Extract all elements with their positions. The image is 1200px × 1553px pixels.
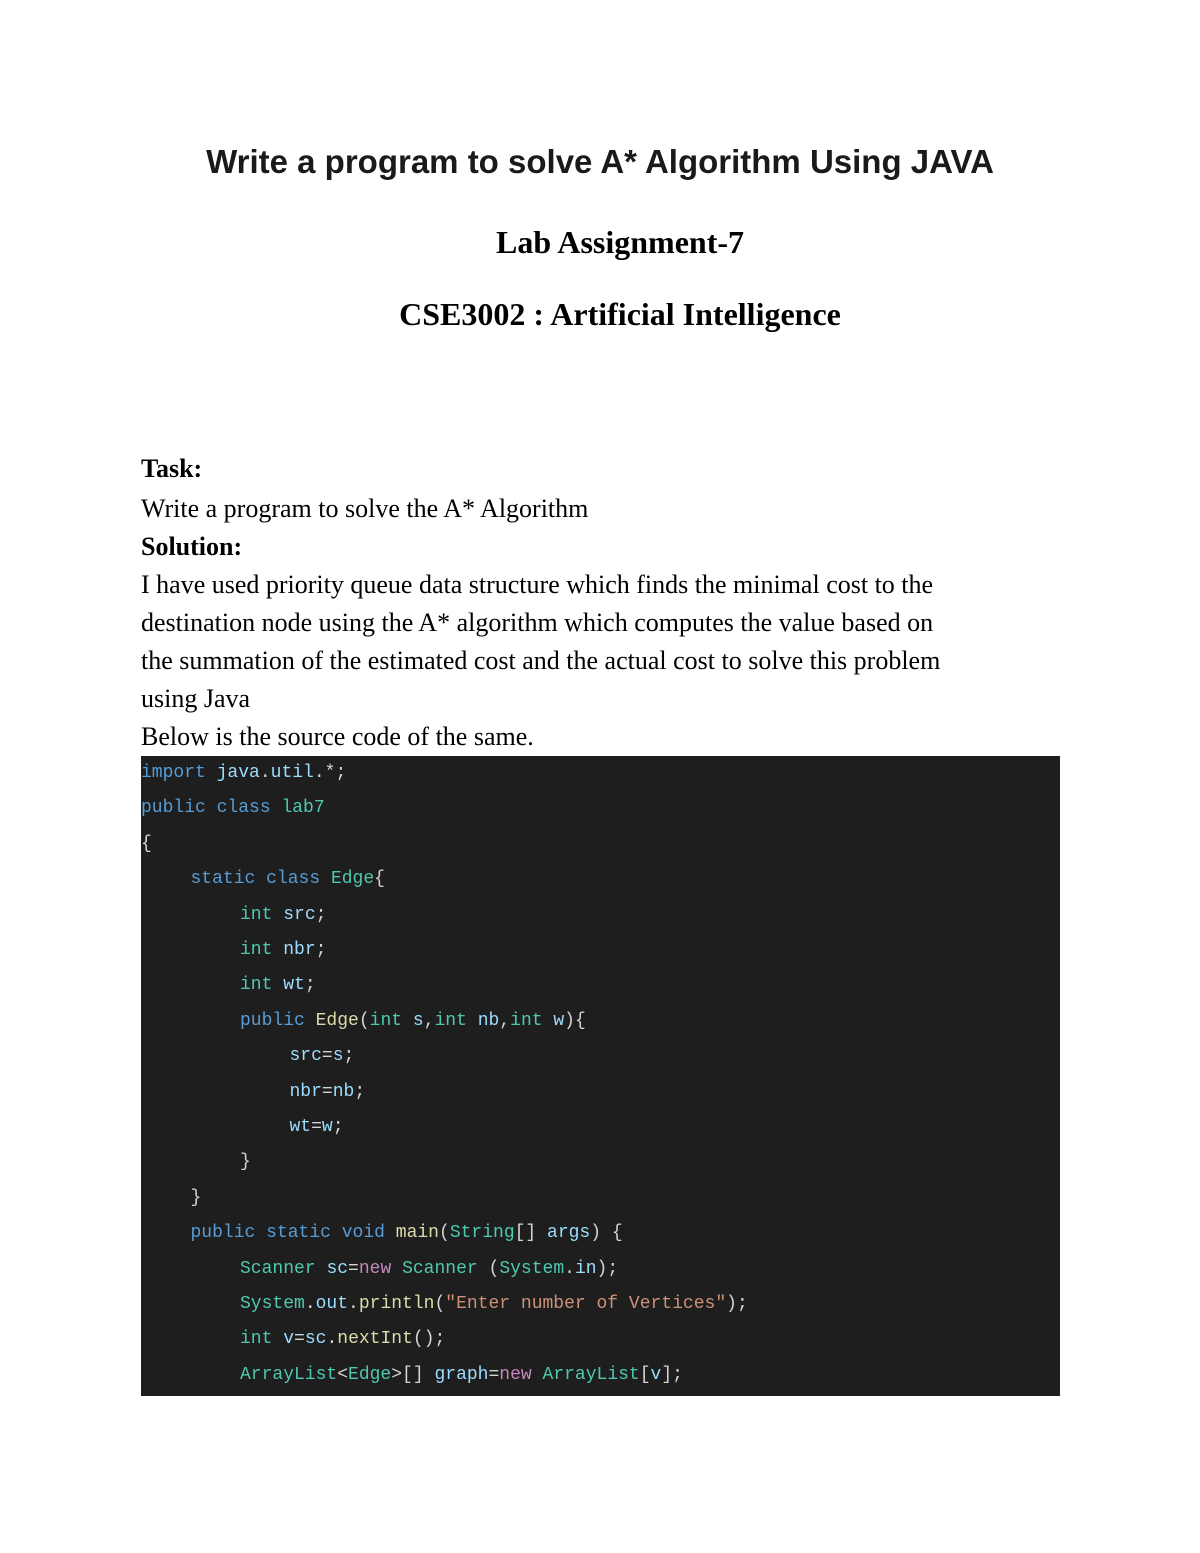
code-token: ) { [590,1223,623,1244]
code-token: ( [358,1010,370,1031]
code-token: println [358,1294,435,1314]
code-token: nb [332,1081,355,1102]
code-token: ; [332,1117,344,1137]
code-token: wt [289,1117,312,1137]
solution-line: destination node using the A* algorithm which computes the value based on [141,608,934,637]
code-token: [] [514,1223,548,1244]
code-token: Edge [315,1010,359,1031]
code-token: static [266,1223,331,1244]
code-token: util [270,763,314,783]
code-token [206,763,217,783]
lab-assignment-heading: Lab Assignment-7 [495,224,745,260]
code-token: (); [412,1329,446,1350]
code-token: nextInt [337,1329,413,1350]
code-token: [ [639,1364,651,1385]
code-token [272,1329,283,1349]
code-token: System [240,1294,305,1314]
code-token [391,1259,402,1279]
code-token: int [369,1010,403,1031]
code-token: public [240,1010,305,1031]
code-token: String [449,1223,515,1244]
code-token [467,1011,478,1031]
code-token [271,798,282,818]
solution-label: Solution: [141,532,243,561]
code-token: args [547,1223,591,1244]
code-token [331,1223,342,1243]
code-token: void [341,1223,385,1244]
code-line [141,829,152,859]
code-token: class [266,869,321,890]
code-token: ; [315,940,327,960]
code-token: int [240,940,273,960]
code-token: sc [304,1329,327,1350]
code-token: ){ [564,1010,586,1031]
code-token: ; [315,904,327,925]
code-token: .*; [313,763,347,783]
code-token: ( [439,1223,450,1244]
code-token: src [283,904,316,925]
solution-line: the summation of the estimated cost and the actual cost to solve this problem [141,646,941,675]
code-token [305,1011,316,1031]
code-token: . [304,1294,316,1314]
task-text: Write a program to solve the A* Algorithm [141,494,589,523]
code-token: } [240,1152,251,1173]
code-token: static [190,869,256,890]
code-token: Edge [330,869,375,890]
code-token [206,798,217,818]
document-title: Write a program to solve A* Algorithm Using JAVA [206,143,994,180]
code-token [543,1011,554,1031]
code-token [272,905,283,925]
code-line [290,1077,366,1107]
code-token: int [510,1010,543,1031]
code-token: . [326,1329,338,1350]
code-line [290,1041,355,1071]
code-token: < [337,1364,349,1385]
code-token [272,940,283,960]
code-token [320,869,331,889]
code-token: public [141,798,206,819]
code-token: , [499,1010,511,1031]
code-token: { [141,833,152,854]
code-token: Scanner [240,1258,316,1279]
code-token: graph [434,1364,489,1385]
code-token [385,1223,396,1243]
code-token: ); [726,1294,748,1314]
code-token: public [190,1223,256,1244]
code-token: . [259,763,271,783]
code-token: int [240,975,273,996]
code-line [240,970,316,1000]
code-line [191,1218,623,1248]
code-token: "Enter number of Vertices" [445,1294,727,1314]
code-line [191,1183,202,1213]
code-token: ]; [661,1364,683,1385]
code-token: = [348,1258,359,1279]
code-token: nb [477,1010,500,1031]
code-token: s [412,1010,424,1031]
code-token: ); [596,1258,619,1279]
code-token [402,1011,413,1031]
code-token [532,1365,543,1385]
code-line [141,758,346,788]
code-block [141,756,1060,1396]
code-token: lab7 [281,798,325,819]
code-line [240,1254,618,1284]
code-token: int [240,904,273,925]
code-token: int [434,1010,467,1031]
code-token: Edge [348,1364,392,1385]
code-line [240,1147,251,1177]
code-token: , [423,1010,435,1031]
code-token: nbr [289,1081,322,1102]
code-token [316,1259,327,1279]
code-token: = [311,1117,322,1137]
code-token: Scanner [402,1258,478,1279]
code-token: new [358,1258,392,1279]
code-line [191,864,385,894]
code-token: . [348,1294,359,1314]
code-line [240,1006,586,1036]
code-token: { [374,869,385,890]
code-line [141,793,325,823]
code-token: = [321,1081,333,1102]
code-token: ; [304,975,316,996]
code-token: w [553,1010,565,1031]
code-token: ; [343,1046,355,1067]
solution-line: I have used priority queue data structure which finds the minimal cost to the [141,570,934,599]
code-token: out [315,1294,349,1314]
source-code-intro: Below is the source code of the same. [141,722,534,751]
code-token [255,1223,266,1243]
code-line [240,900,326,930]
code-line [240,1360,683,1390]
code-token [255,869,266,889]
code-token: = [488,1364,500,1385]
code-line [240,1289,748,1319]
code-token: wt [283,975,305,996]
code-line [290,1112,344,1142]
code-token: new [499,1364,532,1385]
code-token: >[] [391,1364,435,1385]
code-token: ( [477,1258,500,1279]
code-token: java [216,763,260,783]
code-token: w [321,1117,333,1137]
code-line [240,1324,445,1354]
code-token: System [499,1258,565,1279]
code-token: import [141,763,206,783]
code-token: = [294,1329,305,1350]
code-token: ; [354,1081,366,1102]
code-token: sc [326,1258,349,1279]
solution-line: using Java [141,684,251,713]
code-token: ArrayList [542,1364,640,1385]
code-token: int [240,1329,273,1350]
code-token: = [321,1046,333,1067]
code-token: ( [434,1294,446,1314]
code-token: nbr [283,940,316,960]
code-token: class [216,798,271,819]
code-token: . [564,1258,575,1279]
code-token: v [283,1329,295,1350]
code-line [240,935,326,965]
code-token: s [332,1046,344,1067]
code-token: in [574,1258,597,1279]
task-label: Task: [141,454,203,483]
code-token: } [190,1187,202,1208]
code-token: ArrayList [240,1364,338,1385]
code-token: v [650,1364,662,1385]
code-token [272,975,283,995]
course-heading: CSE3002 : Artificial Intelligence [399,296,841,332]
code-token: src [289,1046,322,1067]
code-token: main [395,1223,439,1244]
